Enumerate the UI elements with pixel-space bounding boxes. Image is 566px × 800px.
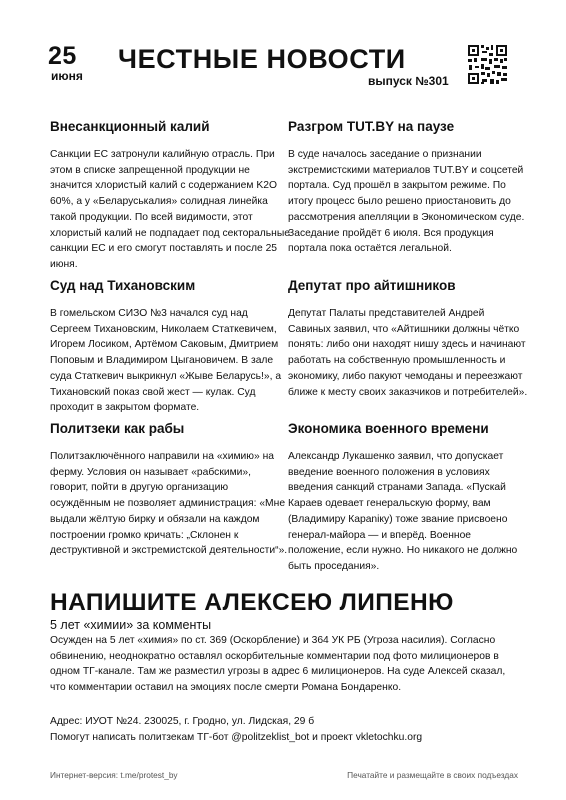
article-title: Разгром TUT.BY на паузе	[288, 119, 455, 134]
article-potash	[50, 118, 290, 273]
date-month: июня	[51, 69, 83, 83]
article-title: Внесанкционный калий	[50, 119, 210, 134]
article-title: Депутат про айтишников	[288, 278, 456, 293]
article-tutby	[288, 118, 528, 257]
article-title: Суд над Тихановским	[50, 278, 196, 293]
article-text: Депутат Палаты представителей Андрей Савиных заявил, что «Айтишники должны чётко понять: либо они находят нишу здесь и начинают работать на собственную промышленность и экономику, либо пакуют чемоданы и переезжают ближе к месту своих заказчиков и потребителей».	[288, 308, 528, 398]
article-it	[288, 277, 528, 400]
appeal-contacts	[50, 714, 518, 745]
article-text: Санкции ЕС затронули калийную отрасль. При этом в списке запрещенной продукции не значится хлористый калий с содержанием K2O 60%, а у «Беларуськалия» солидная линейка такой продукции. По всей видимости, этот хлористый калий не подпадает под секторальные санкции ЕС и его смогут поставлять и после 25 июня.	[50, 149, 290, 270]
appeal-subtitle: 5 лет «химии» за комменты	[50, 618, 212, 632]
qr-code-icon[interactable]	[467, 44, 508, 85]
article-text: Политзаключённого направили на «химию» на ферму. Условия он называет «рабскими», говорит, пойти в другую организацию осуждённым не позволяет администрация: «Мне выдали жёлтую бирку и обязали на каждом построении громко кричать: „Склонен к деструктивной и экстремистской деятельности“».	[50, 451, 288, 557]
article-text: Александр Лукашенко заявил, что допускает введение военного положения в условиях введения санкций странами Запада. «Пускай Караев одевает генеральскую форму, вам (Владимиру Караniку) тоже звание присвоено генерал-майора — и вперёд. Военное положение, если нужно. Но никакого не должно быть проседания».	[288, 451, 518, 572]
article-title: Экономика военного времени	[288, 421, 489, 436]
article-tikhanovsky	[50, 277, 290, 416]
date-day: 25	[48, 42, 77, 70]
help-line: Помогут написать политзекам ТГ-бот @politzeklist_bot и проект vkletochku.org	[50, 731, 423, 743]
footer-web-link[interactable]: Интернет-версия: t.me/protest_by	[50, 770, 178, 780]
appeal-title: НАПИШИТЕ АЛЕКСЕЮ ЛИПЕНЮ	[50, 589, 454, 616]
footer-print-note: Печатайте и размещайте в своих подъездах	[347, 770, 518, 780]
article-text: В суде началось заседание о признании экстремистскими материалов TUT.BY и соцсетей портала. Суд прошёл в закрытом режиме. По итогу процесс было решено приостановить до рассмотрения апелляции в Экономическом суде. Заседание пройдёт 6 июля. Вся продукция портала пока остаётся легальной.	[288, 149, 525, 255]
article-text: В гомельском СИЗО №3 начался суд над Сергеем Тихановским, Николаем Статкевичем, Игорем Лосиком, Артёмом Саковым, Дмитрием Поповым и Владимиром Цыгановичем. В зале суда Статкевич выкрикнул «Жыве Беларусь!», а Тихановский показ свой жест — кулак. Суд проходит в закрытом формате.	[50, 308, 282, 414]
prison-address: Адрес: ИУОТ №24. 230025, г. Гродно, ул. Лидская, 29 б	[50, 716, 315, 727]
article-war-economy	[288, 420, 528, 575]
appeal-text: Осужден на 5 лет «химия» по ст. 369 (Оскорбление) и 364 УК РБ (Угроза насилия). Согласно обвинению, неоднократно оставлял оскорбительные комментарии под фото милиционеров в одном ТГ-канале. Там же разместил угрозы в адрес 6 милиционеров. На суде Алексей сказал, что комментарии оставил на эмоциях после смерти Романа Бондаренко.	[50, 635, 506, 694]
article-prisoners	[50, 420, 290, 559]
article-title: Политзеки как рабы	[50, 421, 185, 436]
newspaper-title: ЧЕСТНЫЕ НОВОСТИ	[118, 44, 406, 74]
issue-number: выпуск №301	[368, 74, 449, 88]
